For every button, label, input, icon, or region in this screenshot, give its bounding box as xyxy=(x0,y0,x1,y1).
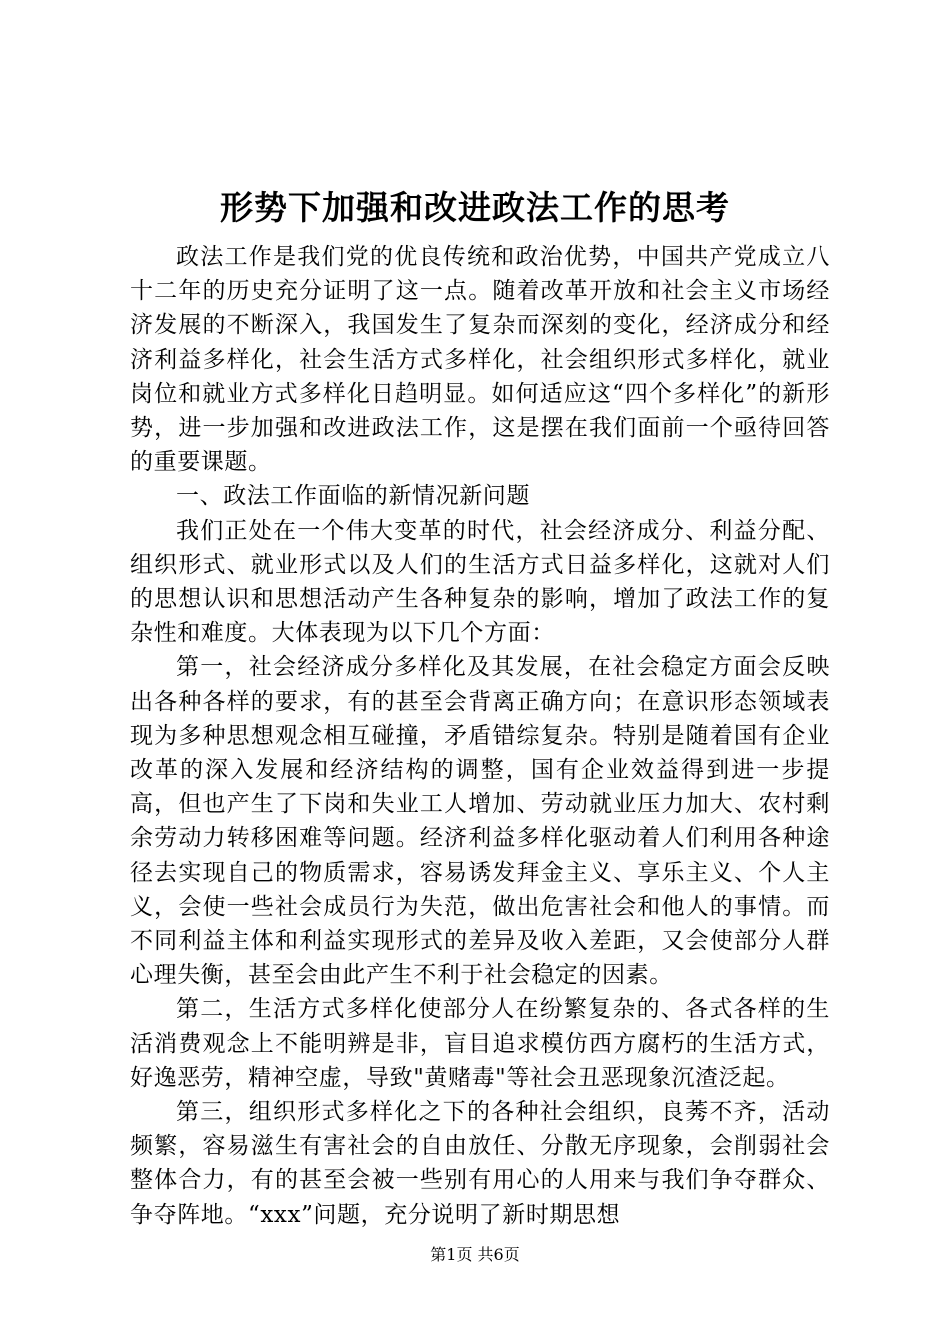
document-title: 形势下加强和改进政法工作的思考 xyxy=(220,188,730,227)
paragraph-third-point: 第三，组织形式多样化之下的各种社会组织，良莠不齐，活动频繁，容易滋生有害社会的自由放任、分散无序现象，会削弱社会整体合力，有的甚至会被一些别有用心的人用来与我们争夺群众、争夺阵地。“xxx”问题，充分说明了新时期思想 xyxy=(130,1099,830,1228)
document-body xyxy=(130,240,830,1232)
paragraph-first-point: 第一，社会经济成分多样化及其发展，在社会稳定方面会反映出各种各样的要求，有的甚至会背离正确方向；在意识形态领域表现为多种思想观念相互碰撞，矛盾错综复杂。特别是随着国有企业改革的深入发展和经济结构的调整，国有企业效益得到进一步提高，但也产生了下岗和失业工人增加、劳动就业压力加大、农村剩余劳动力转移困难等问题。经济利益多样化驱动着人们利用各种途径去实现自己的物质需求，容易诱发拜金主义、享乐主义、个人主义，会使一些社会成员行为失范，做出危害社会和他人的事情。而不同利益主体和利益实现形式的差异及收入差距，又会使部分人群心理失衡，甚至会由此产生不利于社会稳定的因素。 xyxy=(130,654,830,989)
page-footer: 第1页 共6页 xyxy=(430,1245,520,1264)
paragraph-intro: 政法工作是我们党的优良传统和政治优势，中国共产党成立八十二年的历史充分证明了这一点。随着改革开放和社会主义市场经济发展的不断深入，我国发生了复杂而深刻的变化，经济成分和经济利益多样化，社会生活方式多样化，社会组织形式多样化，就业岗位和就业方式多样化日趋明显。如何适应这“四个多样化”的新形势，进一步加强和改进政法工作，这是摆在我们面前一个亟待回答的重要课题。 xyxy=(130,244,830,476)
paragraph-overview: 我们正处在一个伟大变革的时代，社会经济成分、利益分配、组织形式、就业形式以及人们的生活方式日益多样化，这就对人们的思想认识和思想活动产生各种复杂的影响，增加了政法工作的复杂性和难度。大体表现为以下几个方面： xyxy=(130,517,830,647)
paragraph-second-point: 第二，生活方式多样化使部分人在纷繁复杂的、各式各样的生活消费观念上不能明辨是非，盲目追求模仿西方腐朽的生活方式，好逸恶劳，精神空虚，导致"黄赌毒"等社会丑恶现象沉渣泛起。 xyxy=(130,996,830,1091)
section-heading: 一、政法工作面临的新情况新问题 xyxy=(176,483,530,510)
